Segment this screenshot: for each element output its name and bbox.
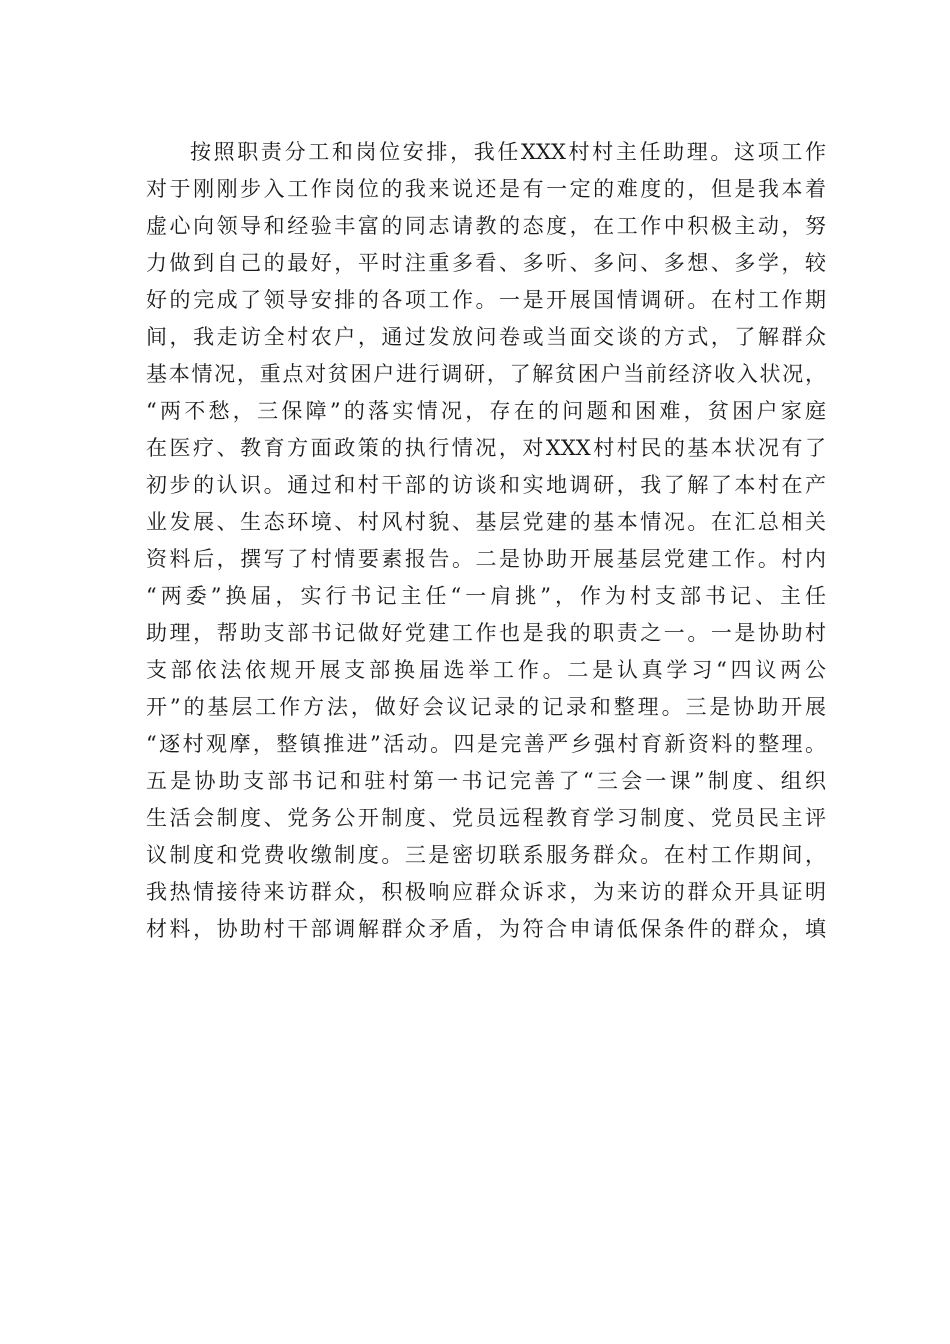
paragraph-line: 对于刚刚步入工作岗位的我来说还是有一定的难度的，但是我本着: [146, 177, 826, 201]
paragraph-line: “两不愁，三保障”的落实情况，存在的问题和困难，贫困户家庭: [146, 399, 826, 423]
paragraph-line: 初步的认识。通过和村干部的访谈和实地调研，我了解了本村在产: [146, 473, 826, 497]
paragraph-line: 五是协助支部书记和驻村第一书记完善了“三会一课”制度、组织: [146, 769, 826, 793]
paragraph-line: 间，我走访全村农户，通过发放问卷或当面交谈的方式，了解群众: [146, 325, 826, 349]
paragraph-line: 在医疗、教育方面政策的执行情况，对XXX村村民的基本状况有了: [146, 436, 826, 460]
paragraph-line: 资料后，撰写了村情要素报告。二是协助开展基层党建工作。村内: [146, 547, 826, 571]
paragraph-line: 材料，协助村干部调解群众矛盾，为符合申请低保条件的群众，填: [146, 917, 826, 941]
paragraph-line: 虚心向领导和经验丰富的同志请教的态度，在工作中积极主动，努: [146, 214, 826, 238]
paragraph-line: “两委”换届，实行书记主任“一肩挑”，作为村支部书记、主任: [146, 584, 826, 608]
paragraph-line: 业发展、生态环境、村风村貌、基层党建的基本情况。在汇总相关: [146, 510, 826, 534]
paragraph-line: 开”的基层工作方法，做好会议记录的记录和整理。三是协助开展: [146, 695, 826, 719]
paragraph-line: 力做到自己的最好，平时注重多看、多听、多问、多想、多学，较: [146, 251, 826, 275]
paragraph-line: 支部依法依规开展支部换届选举工作。二是认真学习“四议两公: [146, 658, 826, 682]
paragraph-line: 基本情况，重点对贫困户进行调研，了解贫困户当前经济收入状况，: [146, 362, 826, 386]
paragraph-line: 按照职责分工和岗位安排，我任XXX村村主任助理。这项工作: [190, 140, 826, 164]
paragraph-line: “逐村观摩，整镇推进”活动。四是完善严乡强村育新资料的整理。: [146, 732, 826, 756]
paragraph-line: 助理，帮助支部书记做好党建工作也是我的职责之一。一是协助村: [146, 621, 826, 645]
body-paragraph: [146, 134, 826, 948]
paragraph-line: 我热情接待来访群众，积极响应群众诉求，为来访的群众开具证明: [146, 880, 826, 904]
paragraph-line: 议制度和党费收缴制度。三是密切联系服务群众。在村工作期间，: [146, 843, 826, 867]
paragraph-line: 生活会制度、党务公开制度、党员远程教育学习制度、党员民主评: [146, 806, 826, 830]
paragraph-line: 好的完成了领导安排的各项工作。一是开展国情调研。在村工作期: [146, 288, 826, 312]
